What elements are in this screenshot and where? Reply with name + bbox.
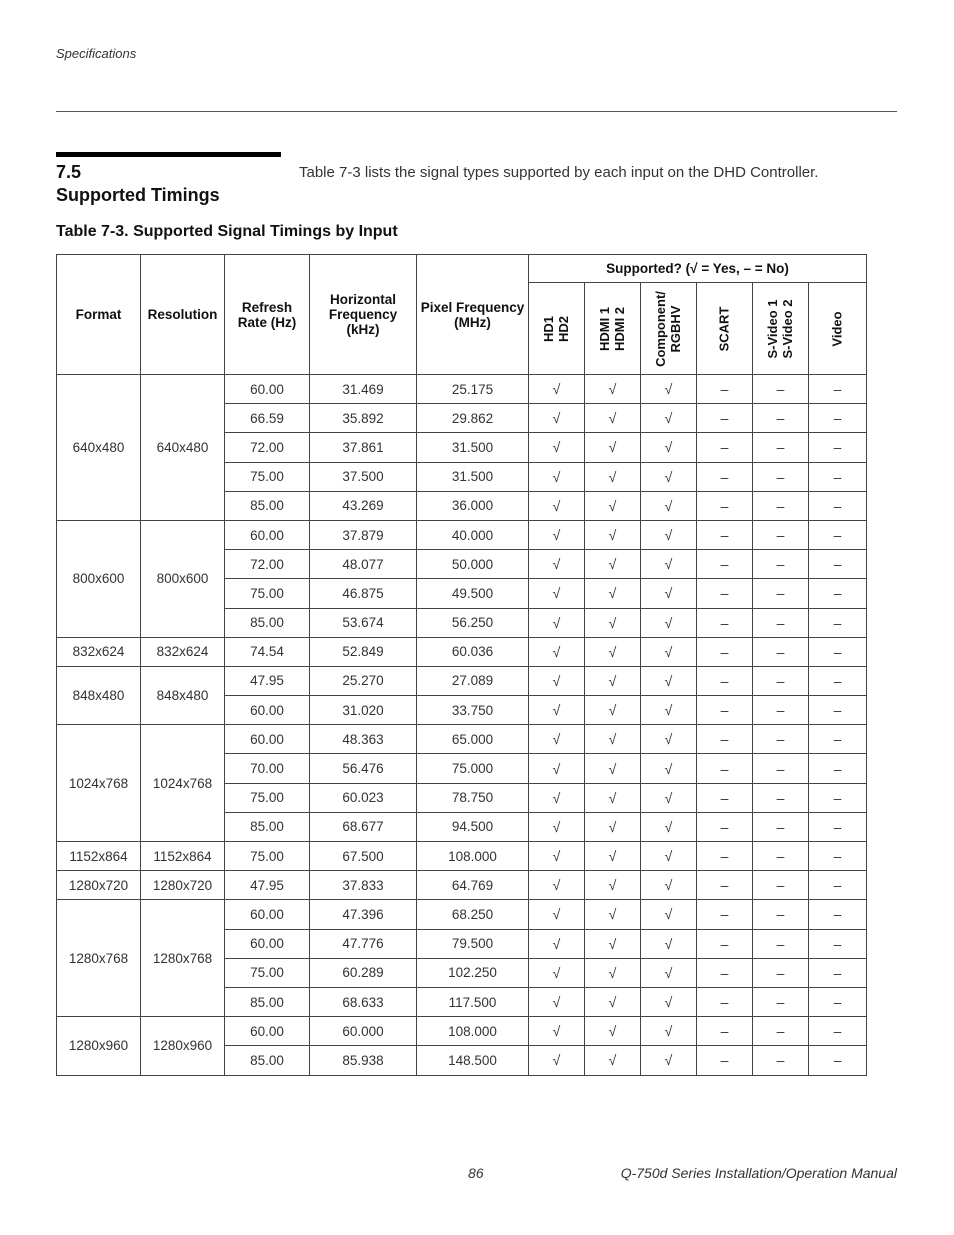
- unsupported-mark: –: [753, 987, 809, 1016]
- supported-mark: √: [529, 550, 585, 579]
- supported-mark: √: [529, 842, 585, 871]
- supported-mark: √: [529, 608, 585, 637]
- format-cell: 1280x768: [57, 900, 141, 1017]
- supported-mark: √: [641, 696, 697, 725]
- supported-mark: √: [529, 1017, 585, 1046]
- table-row: [57, 637, 867, 666]
- unsupported-mark: –: [809, 871, 867, 900]
- supported-mark: √: [641, 1017, 697, 1046]
- header-pixel-frequency: [417, 255, 529, 375]
- refresh-cell: 75.00: [225, 462, 310, 491]
- unsupported-mark: –: [753, 637, 809, 666]
- supported-mark: √: [641, 842, 697, 871]
- supported-mark: √: [585, 754, 641, 783]
- resolution-cell: 800x600: [141, 520, 225, 637]
- supported-mark: √: [641, 462, 697, 491]
- supported-mark: √: [529, 375, 585, 404]
- refresh-cell: 66.59: [225, 404, 310, 433]
- refresh-cell: 74.54: [225, 637, 310, 666]
- unsupported-mark: –: [697, 520, 753, 549]
- unsupported-mark: –: [753, 462, 809, 491]
- header-supported: Supported? (√ = Yes, – = No): [529, 255, 867, 283]
- hfreq-cell: 48.077: [310, 550, 417, 579]
- hfreq-cell: 67.500: [310, 842, 417, 871]
- unsupported-mark: –: [697, 929, 753, 958]
- supported-mark: √: [529, 725, 585, 754]
- hfreq-cell: 43.269: [310, 491, 417, 520]
- section-number: 7.5: [56, 162, 82, 182]
- refresh-cell: 70.00: [225, 754, 310, 783]
- resolution-cell: 1280x768: [141, 900, 225, 1017]
- hfreq-cell: 60.289: [310, 958, 417, 987]
- page-number: 86: [468, 1165, 484, 1181]
- unsupported-mark: –: [697, 462, 753, 491]
- format-cell: 640x480: [57, 375, 141, 521]
- supported-mark: √: [585, 1046, 641, 1075]
- unsupported-mark: –: [809, 433, 867, 462]
- supported-mark: √: [641, 871, 697, 900]
- header-input-4: [753, 283, 809, 375]
- refresh-cell: 47.95: [225, 871, 310, 900]
- table-caption: Table 7-3. Supported Signal Timings by Input: [56, 223, 398, 240]
- header-input-label: [598, 306, 628, 350]
- unsupported-mark: –: [809, 725, 867, 754]
- header-input-5: [809, 283, 867, 375]
- unsupported-mark: –: [809, 696, 867, 725]
- refresh-cell: 60.00: [225, 929, 310, 958]
- unsupported-mark: –: [809, 842, 867, 871]
- unsupported-mark: –: [753, 929, 809, 958]
- hfreq-cell: 31.020: [310, 696, 417, 725]
- format-cell: 1280x960: [57, 1017, 141, 1075]
- unsupported-mark: –: [753, 520, 809, 549]
- unsupported-mark: –: [697, 550, 753, 579]
- header-input-line1: Component/: [652, 290, 668, 367]
- unsupported-mark: –: [753, 491, 809, 520]
- hfreq-cell: 48.363: [310, 725, 417, 754]
- unsupported-mark: –: [809, 550, 867, 579]
- refresh-cell: 85.00: [225, 987, 310, 1016]
- hfreq-cell: 35.892: [310, 404, 417, 433]
- resolution-cell: 1024x768: [141, 725, 225, 842]
- supported-mark: √: [529, 900, 585, 929]
- supported-mark: √: [529, 491, 585, 520]
- pfreq-cell: 50.000: [417, 550, 529, 579]
- hfreq-cell: 31.469: [310, 375, 417, 404]
- unsupported-mark: –: [753, 696, 809, 725]
- top-rule: [56, 111, 897, 112]
- supported-mark: √: [585, 375, 641, 404]
- unsupported-mark: –: [697, 1046, 753, 1075]
- header-input-line2: S-Video 2: [779, 298, 795, 359]
- resolution-cell: 1280x720: [141, 871, 225, 900]
- pfreq-cell: 60.036: [417, 637, 529, 666]
- table-row: [57, 1017, 867, 1046]
- refresh-cell: 60.00: [225, 375, 310, 404]
- hfreq-cell: 37.861: [310, 433, 417, 462]
- header-input-line2: HDMI 2: [611, 306, 627, 351]
- unsupported-mark: –: [753, 404, 809, 433]
- header-input-label: [542, 315, 572, 341]
- unsupported-mark: –: [697, 783, 753, 812]
- unsupported-mark: –: [809, 404, 867, 433]
- unsupported-mark: –: [697, 900, 753, 929]
- refresh-cell: 60.00: [225, 900, 310, 929]
- section-bar: [56, 152, 281, 157]
- unsupported-mark: –: [809, 462, 867, 491]
- pfreq-cell: 56.250: [417, 608, 529, 637]
- supported-mark: √: [641, 637, 697, 666]
- supported-mark: √: [641, 608, 697, 637]
- header-input-2: [641, 283, 697, 375]
- table-row: [57, 520, 867, 549]
- supported-mark: √: [585, 900, 641, 929]
- header-refresh-rate: [225, 255, 310, 375]
- supported-mark: √: [641, 433, 697, 462]
- supported-mark: √: [585, 696, 641, 725]
- unsupported-mark: –: [809, 579, 867, 608]
- header-input-line2: RGBHV: [667, 305, 683, 352]
- supported-mark: √: [529, 871, 585, 900]
- unsupported-mark: –: [809, 783, 867, 812]
- section-title: Supported Timings: [56, 185, 220, 205]
- supported-mark: √: [641, 1046, 697, 1075]
- unsupported-mark: –: [809, 958, 867, 987]
- header-input-label: [766, 299, 796, 358]
- unsupported-mark: –: [753, 433, 809, 462]
- pfreq-cell: 68.250: [417, 900, 529, 929]
- hfreq-cell: 53.674: [310, 608, 417, 637]
- refresh-cell: 60.00: [225, 696, 310, 725]
- header-hfreq-line3: (kHz): [346, 322, 380, 337]
- refresh-cell: 85.00: [225, 491, 310, 520]
- supported-mark: √: [585, 725, 641, 754]
- supported-mark: √: [641, 666, 697, 695]
- unsupported-mark: –: [697, 491, 753, 520]
- supported-mark: √: [641, 783, 697, 812]
- resolution-cell: 1152x864: [141, 842, 225, 871]
- supported-mark: √: [641, 491, 697, 520]
- unsupported-mark: –: [697, 987, 753, 1016]
- table-row: [57, 666, 867, 695]
- supported-mark: √: [641, 375, 697, 404]
- supported-mark: √: [529, 666, 585, 695]
- unsupported-mark: –: [753, 550, 809, 579]
- supported-mark: √: [529, 520, 585, 549]
- header-input-line1: Video: [829, 310, 845, 347]
- unsupported-mark: –: [809, 637, 867, 666]
- unsupported-mark: –: [809, 1046, 867, 1075]
- unsupported-mark: –: [753, 812, 809, 841]
- unsupported-mark: –: [753, 754, 809, 783]
- supported-mark: √: [585, 871, 641, 900]
- supported-mark: √: [585, 958, 641, 987]
- unsupported-mark: –: [753, 958, 809, 987]
- refresh-cell: 72.00: [225, 550, 310, 579]
- unsupported-mark: –: [809, 666, 867, 695]
- pfreq-cell: 64.769: [417, 871, 529, 900]
- header-input-label: [654, 291, 684, 367]
- supported-mark: √: [585, 462, 641, 491]
- header-input-line1: HDMI 1: [596, 306, 612, 351]
- pfreq-cell: 78.750: [417, 783, 529, 812]
- header-refresh-line2: Rate (Hz): [237, 314, 297, 330]
- refresh-cell: 85.00: [225, 1046, 310, 1075]
- pfreq-cell: 79.500: [417, 929, 529, 958]
- unsupported-mark: –: [697, 608, 753, 637]
- refresh-cell: 75.00: [225, 842, 310, 871]
- refresh-cell: 60.00: [225, 1017, 310, 1046]
- hfreq-cell: 46.875: [310, 579, 417, 608]
- unsupported-mark: –: [697, 1017, 753, 1046]
- supported-mark: √: [529, 404, 585, 433]
- resolution-cell: 1280x960: [141, 1017, 225, 1075]
- header-input-3: [697, 283, 753, 375]
- header-input-line2: HD2: [555, 315, 571, 342]
- pfreq-cell: 36.000: [417, 491, 529, 520]
- running-head: Specifications: [56, 46, 137, 61]
- unsupported-mark: –: [697, 375, 753, 404]
- hfreq-cell: 68.677: [310, 812, 417, 841]
- unsupported-mark: –: [809, 491, 867, 520]
- resolution-cell: 848x480: [141, 666, 225, 724]
- pfreq-cell: 49.500: [417, 579, 529, 608]
- section-intro: Table 7-3 lists the signal types supported by each input on the DHD Controller.: [299, 164, 819, 181]
- header-input-label: [717, 306, 732, 351]
- resolution-cell: 832x624: [141, 637, 225, 666]
- header-input-1: [585, 283, 641, 375]
- supported-mark: √: [585, 491, 641, 520]
- table-row: [57, 375, 867, 404]
- unsupported-mark: –: [753, 725, 809, 754]
- pfreq-cell: 148.500: [417, 1046, 529, 1075]
- supported-mark: √: [585, 550, 641, 579]
- pfreq-cell: 29.862: [417, 404, 529, 433]
- hfreq-cell: 47.396: [310, 900, 417, 929]
- hfreq-cell: 47.776: [310, 929, 417, 958]
- hfreq-cell: 25.270: [310, 666, 417, 695]
- pfreq-cell: 25.175: [417, 375, 529, 404]
- supported-mark: √: [585, 842, 641, 871]
- supported-mark: √: [641, 958, 697, 987]
- hfreq-cell: 60.023: [310, 783, 417, 812]
- unsupported-mark: –: [697, 871, 753, 900]
- pfreq-cell: 75.000: [417, 754, 529, 783]
- header-hfreq-line2: Frequency: [328, 307, 398, 322]
- unsupported-mark: –: [753, 871, 809, 900]
- unsupported-mark: –: [753, 1046, 809, 1075]
- supported-mark: √: [529, 579, 585, 608]
- hfreq-cell: 37.879: [310, 520, 417, 549]
- supported-mark: √: [641, 900, 697, 929]
- unsupported-mark: –: [697, 579, 753, 608]
- supported-mark: √: [585, 433, 641, 462]
- supported-mark: √: [641, 754, 697, 783]
- header-pfreq-line2: (MHz): [454, 314, 491, 330]
- unsupported-mark: –: [697, 842, 753, 871]
- supported-mark: √: [529, 462, 585, 491]
- unsupported-mark: –: [809, 929, 867, 958]
- pfreq-cell: 33.750: [417, 696, 529, 725]
- header-resolution: Resolution: [141, 255, 225, 375]
- header-horizontal-frequency: [310, 255, 417, 375]
- header-format: Format: [57, 255, 141, 375]
- unsupported-mark: –: [697, 666, 753, 695]
- format-cell: 1024x768: [57, 725, 141, 842]
- unsupported-mark: –: [809, 1017, 867, 1046]
- unsupported-mark: –: [753, 608, 809, 637]
- table-row: [57, 900, 867, 929]
- header-hfreq-line1: Horizontal: [330, 292, 396, 307]
- unsupported-mark: –: [753, 375, 809, 404]
- pfreq-cell: 27.089: [417, 666, 529, 695]
- format-cell: 848x480: [57, 666, 141, 724]
- unsupported-mark: –: [697, 404, 753, 433]
- header-pfreq-line1: Pixel Frequency: [420, 299, 525, 315]
- pfreq-cell: 94.500: [417, 812, 529, 841]
- supported-mark: √: [585, 987, 641, 1016]
- unsupported-mark: –: [697, 812, 753, 841]
- supported-mark: √: [529, 812, 585, 841]
- pfreq-cell: 65.000: [417, 725, 529, 754]
- supported-mark: √: [641, 520, 697, 549]
- pfreq-cell: 102.250: [417, 958, 529, 987]
- format-cell: 1152x864: [57, 842, 141, 871]
- table-row: [57, 725, 867, 754]
- unsupported-mark: –: [753, 666, 809, 695]
- unsupported-mark: –: [809, 375, 867, 404]
- hfreq-cell: 68.633: [310, 987, 417, 1016]
- unsupported-mark: –: [809, 987, 867, 1016]
- unsupported-mark: –: [753, 842, 809, 871]
- hfreq-cell: 60.000: [310, 1017, 417, 1046]
- unsupported-mark: –: [697, 958, 753, 987]
- refresh-cell: 72.00: [225, 433, 310, 462]
- unsupported-mark: –: [809, 812, 867, 841]
- supported-mark: √: [641, 550, 697, 579]
- table-row: [57, 871, 867, 900]
- supported-mark: √: [641, 404, 697, 433]
- hfreq-cell: 85.938: [310, 1046, 417, 1075]
- supported-mark: √: [529, 987, 585, 1016]
- table-row: [57, 842, 867, 871]
- unsupported-mark: –: [809, 608, 867, 637]
- header-input-line1: S-Video 1: [764, 298, 780, 359]
- unsupported-mark: –: [753, 783, 809, 812]
- supported-mark: √: [585, 1017, 641, 1046]
- unsupported-mark: –: [809, 754, 867, 783]
- supported-mark: √: [585, 608, 641, 637]
- header-input-label: [830, 311, 845, 346]
- supported-mark: √: [585, 404, 641, 433]
- refresh-cell: 75.00: [225, 579, 310, 608]
- unsupported-mark: –: [697, 696, 753, 725]
- supported-mark: √: [585, 812, 641, 841]
- pfreq-cell: 31.500: [417, 433, 529, 462]
- refresh-cell: 60.00: [225, 520, 310, 549]
- supported-mark: √: [585, 783, 641, 812]
- supported-mark: √: [529, 696, 585, 725]
- refresh-cell: 85.00: [225, 812, 310, 841]
- supported-mark: √: [585, 579, 641, 608]
- supported-mark: √: [641, 812, 697, 841]
- header-refresh-line1: Refresh: [241, 299, 293, 315]
- unsupported-mark: –: [697, 637, 753, 666]
- refresh-cell: 75.00: [225, 958, 310, 987]
- refresh-cell: 85.00: [225, 608, 310, 637]
- hfreq-cell: 37.500: [310, 462, 417, 491]
- format-cell: 800x600: [57, 520, 141, 637]
- unsupported-mark: –: [753, 900, 809, 929]
- refresh-cell: 60.00: [225, 725, 310, 754]
- hfreq-cell: 52.849: [310, 637, 417, 666]
- pfreq-cell: 108.000: [417, 842, 529, 871]
- supported-mark: √: [529, 637, 585, 666]
- supported-mark: √: [641, 579, 697, 608]
- resolution-cell: 640x480: [141, 375, 225, 521]
- header-input-line1: HD1: [540, 315, 556, 342]
- supported-mark: √: [641, 929, 697, 958]
- unsupported-mark: –: [809, 900, 867, 929]
- supported-mark: √: [529, 754, 585, 783]
- supported-mark: √: [641, 987, 697, 1016]
- supported-mark: √: [585, 520, 641, 549]
- manual-title: Q-750d Series Installation/Operation Manual: [620, 1165, 897, 1181]
- refresh-cell: 47.95: [225, 666, 310, 695]
- format-cell: 832x624: [57, 637, 141, 666]
- unsupported-mark: –: [697, 725, 753, 754]
- supported-timings-table: [56, 254, 867, 1076]
- hfreq-cell: 37.833: [310, 871, 417, 900]
- pfreq-cell: 117.500: [417, 987, 529, 1016]
- supported-mark: √: [585, 929, 641, 958]
- hfreq-cell: 56.476: [310, 754, 417, 783]
- refresh-cell: 75.00: [225, 783, 310, 812]
- format-cell: 1280x720: [57, 871, 141, 900]
- header-input-line1: SCART: [716, 306, 732, 351]
- unsupported-mark: –: [697, 754, 753, 783]
- unsupported-mark: –: [753, 1017, 809, 1046]
- supported-mark: √: [585, 637, 641, 666]
- supported-mark: √: [585, 666, 641, 695]
- supported-mark: √: [641, 725, 697, 754]
- supported-mark: √: [529, 433, 585, 462]
- supported-mark: √: [529, 929, 585, 958]
- unsupported-mark: –: [697, 433, 753, 462]
- unsupported-mark: –: [809, 520, 867, 549]
- supported-mark: √: [529, 783, 585, 812]
- unsupported-mark: –: [753, 579, 809, 608]
- pfreq-cell: 40.000: [417, 520, 529, 549]
- pfreq-cell: 31.500: [417, 462, 529, 491]
- header-input-0: [529, 283, 585, 375]
- supported-mark: √: [529, 1046, 585, 1075]
- pfreq-cell: 108.000: [417, 1017, 529, 1046]
- supported-mark: √: [529, 958, 585, 987]
